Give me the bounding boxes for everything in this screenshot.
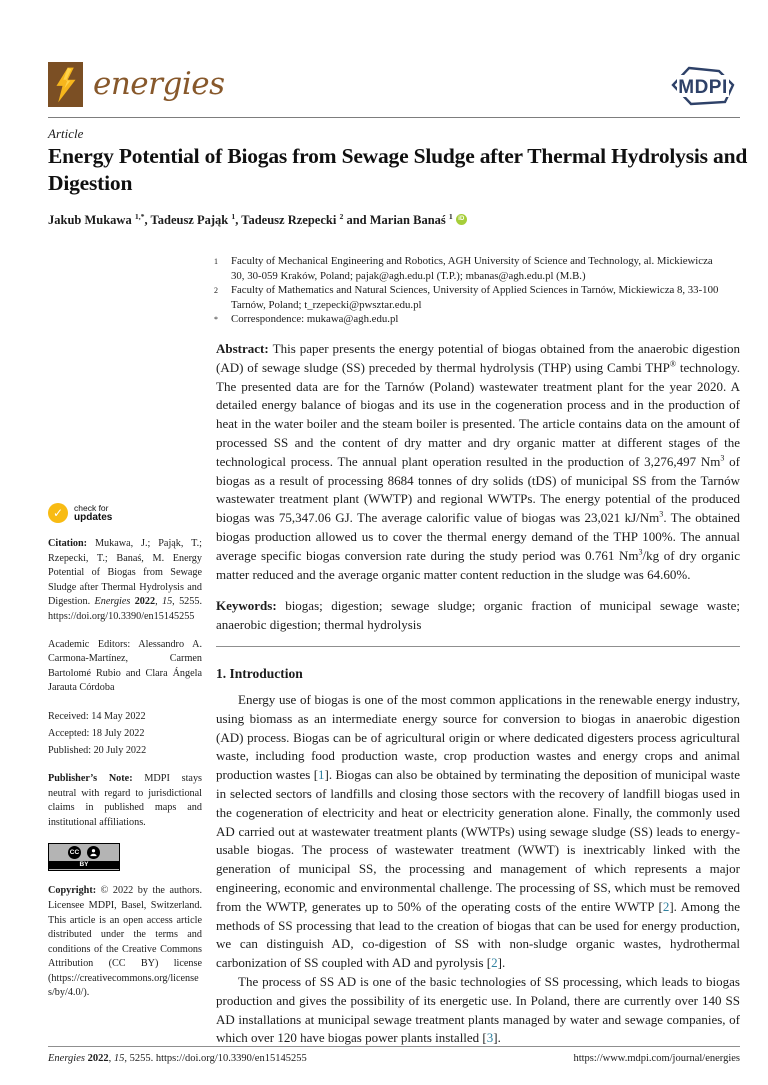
academic-editors-block: Academic Editors: Alessandro A. Carmona-Martínez, Carmen Bartolomé Rubio and Clara Ángela Jarauta Córdoba [48,638,202,694]
affiliation-marker: * [214,315,218,324]
journal-url-link[interactable]: https://www.mdpi.com/journal/energies [573,1053,740,1064]
cc-by-badge[interactable] [48,843,120,871]
text-segment: 3 [720,453,725,463]
reference-link[interactable]: 3 [486,1030,494,1046]
attribution-person-icon [87,846,100,859]
text-segment: Keywords: [216,598,286,614]
text-segment: 15 [113,1053,125,1064]
text-segment: Citation: [48,538,95,549]
email-link[interactable]: t_rzepecki@pwsztar.edu.pl [304,298,422,311]
text-segment: (M.B.) [553,269,586,282]
email-link[interactable]: pajak@agh.edu.pl [355,269,434,282]
cc-icon [68,846,81,859]
footer-citation [48,1053,307,1064]
doi-link[interactable]: https://doi.org/10.3390/en15145255 [155,1053,307,1064]
mdpi-logo[interactable] [666,64,740,113]
text-segment: and Marian Banaś [343,213,449,227]
text-segment: , Tadeusz Pająk [144,213,232,227]
text-segment: /kg of dry organic matter reduced and the average organic matter content reduction in the sludge was 64.60%. [216,547,740,582]
text-segment: 2022 [87,1053,109,1064]
text-segment: Copyright: [48,885,101,897]
reference-link[interactable]: 2 [662,898,670,914]
affiliation-row [214,254,728,283]
text-segment: of biogas as a result of processing 8684 tonnes of dry solids (tDS) of municipal SS from the Tarnów wastewater treatment plant (WWTP) and regional WWTPs. The energy potential of the produced biogas was 75,347.06 GJ. The average calorific value of biogas was 23,021 kJ/Nm [216,453,740,526]
published-date: Published: 20 July 2022 [48,744,147,756]
footer-divider [48,1046,740,1047]
text-segment: 1,* [134,211,145,221]
text-segment: ). [83,987,90,999]
email-link[interactable]: mukawa@agh.edu.pl [306,313,399,325]
text-segment: ]. Biogas can also be obtained by terminating the deposition of municipal waste in selected sectors of landfills and closing those sectors with the recovery of landfill biogas used in the cogeneration of electricity and heat or electricity generation alone. Finally, the commonly used AD carried out at wastewater treatment plants (WWTPs) using sewage sludge (SS) leads to energy-usable biogas. The process of wastewater treatment (WWT) is inextricably linked with the generation of municipal SS, the processing and management of which represents a major engineering, economic and environmental challenge. The processing of SS, which must be removed from the WWTP, generates up to 50% of the operating costs of the entire WWTP [ [216,767,740,914]
check-for-updates-badge[interactable] [48,502,202,524]
text-segment: Jakub Mukawa [48,213,135,227]
correspondence-text [231,312,728,328]
text-segment: © 2022 by the authors. Licensee MDPI, Basel, Switzerland. This article is an open access article distributed under the terms and conditions of the Creative Commons Attribution (CC BY) license ( [48,885,203,984]
text-segment: 15 [161,596,173,608]
text-segment: , [108,1053,114,1064]
text-segment: 2022 [134,596,156,608]
text-segment: ]. [493,1030,501,1046]
intro-paragraph-2 [216,973,740,1048]
main-column [216,340,740,1048]
text-segment: Abstract: [216,341,273,356]
text-segment: . The obtained biogas production allowed us to cover the thermal energy demand of the THP 100%. The annual average specific biogas conversion rate during the study period was 0.761 Nm [216,510,740,563]
citation-block [48,537,202,625]
text-segment: , [155,596,162,608]
lightning-icon [48,62,83,107]
page-title: Energy Potential of Biogas from Sewage Sludge after Thermal Hydrolysis and Digestion [48,144,748,195]
abstract [216,340,740,584]
text-segment: Faculty of Mechanical Engineering and Robotics, AGH University of Science and Technology, al. Mickiewicza 30, 30-059 Kraków, Poland; [231,255,713,282]
journal-name: energies [93,66,225,102]
reference-link[interactable]: 2 [491,955,498,971]
copyright-block [48,884,202,1001]
by-label: BY [49,861,119,869]
affiliation-row [214,312,728,328]
text-segment: Energy use of biogas is one of the most common applications in the renewable energy industry, using biomass as an intermediate energy source for conversion to biogas in anaerobic digestion (AD) process. Biogas can be of agricultural origin or where dedicated digesters process agricultural waste, including food production waste, crop production wastes and energy crops and animal production wastes [ [216,691,740,783]
svg-text:MDPI: MDPI [678,77,728,98]
email-link[interactable]: mbanas@agh.edu.pl [465,269,554,282]
energies-logo[interactable] [48,62,225,107]
doi-link[interactable]: https://doi.org/10.3390/en15145255 [48,610,195,622]
received-date: Received: 14 May 2022 [48,710,146,722]
text-segment: This paper presents the energy potential of biogas obtained from the anaerobic digestion (AD) of sewage sludge (SS) preceded by thermal hydrolysis (THP) using Cambi THP [216,341,740,375]
text-segment: MDPI stays neutral with regard to jurisdictional claims in published maps and institutional affiliations. [48,772,202,828]
text-segment: Energies [48,1053,88,1064]
updates-label: updates [74,512,113,523]
text-segment: , 5255. [172,596,202,608]
text-segment: Mukawa, J.; Pająk, T.; Rzepecki, T.; Banaś, M. Energy Potential of Biogas from Sewage Sludge after Thermal Hydrolysis and Digestion. [48,538,202,608]
accepted-date: Accepted: 18 July 2022 [48,727,145,739]
cc-badge-icons [49,844,119,861]
affiliation-text [231,254,728,283]
text-segment: ]. Among the methods of SS processing that lead to the creation of biogas that can be used for energy production, we can distinguish AD, co-digestion of SS with non-sludge organic wastes, hydrothermal carbonization of SS coupled with AD and pyrolysis [ [216,898,740,971]
text-segment: 3 [638,547,643,557]
license-link[interactable]: https://creativecommons.org/licenses/by/4.0/ [48,972,199,999]
affiliation-marker: 1 [214,257,218,266]
sidebar [48,502,202,1001]
text-segment: ]. [497,955,506,971]
text-segment: ® [669,359,676,369]
keywords-divider [216,646,740,647]
authors-line [48,213,740,229]
orcid-icon[interactable]: iD [456,214,467,225]
affiliation-marker: 2 [214,286,218,295]
affiliation-text [231,283,728,312]
text-segment: 3 [659,509,664,519]
text-segment: Energies [94,596,135,608]
text-segment: The process of SS AD is one of the basic technologies of SS processing, which leads to biogas production and gives the possibility of its energetic use. In Poland, there are currently over 140 SS AD installations at municipal sewage treatment plants managed by water and sewage companies, of which over 120 have biogas power plants installed [ [216,973,740,1046]
text-segment: , 5255. [124,1053,156,1064]
affiliation-row [214,283,728,312]
footer [48,1053,740,1064]
reference-link[interactable]: 1 [318,767,325,783]
keywords [216,597,740,635]
text-segment: 1 [448,211,453,221]
section-heading-introduction: 1. Introduction [216,665,303,681]
text-segment: biogas; digestion; sewage sludge; organic fraction of municipal sewage waste; anaerobic digestion; thermal hydrolysis [216,598,740,633]
authors-names [48,213,453,227]
text-segment: Faculty of Mathematics and Natural Sciences, University of Applied Sciences in Tarnów, Mickiewicza 8, 33-100 Tarnów, Poland; [231,284,719,311]
affiliations [214,254,728,328]
check-for-updates-label [74,503,112,523]
text-segment: (T.P.); [433,269,466,282]
text-segment: 2 [339,211,344,221]
cc-letters: CC [69,848,80,856]
publisher-note-block [48,772,202,830]
check-icon [48,503,68,523]
text-segment: Correspondence: [231,313,307,325]
intro-paragraph-1 [216,691,740,973]
header-divider [48,117,740,118]
text-segment: technology. The presented data are for the Tarnów (Poland) wastewater treatment plant for the year 2020. A detailed energy balance of biogas and its use in the cogeneration process and in the production of heat in the water boiler and the steam boiler is presented. The article contains data on the amount of processed SS and the content of dry matter and dry organic matter at different stages of the technological process. The annual plant operation resulted in the production of 3,276,497 Nm [216,359,740,469]
text-segment: , Tadeusz Rzepecki [235,213,340,227]
text-segment: Publisher’s Note: [48,772,145,784]
header [48,62,740,110]
history-block [48,708,202,759]
check-for-label: check for [74,503,109,513]
article-type-label: Article [48,126,84,141]
text-segment: 1 [231,211,236,221]
